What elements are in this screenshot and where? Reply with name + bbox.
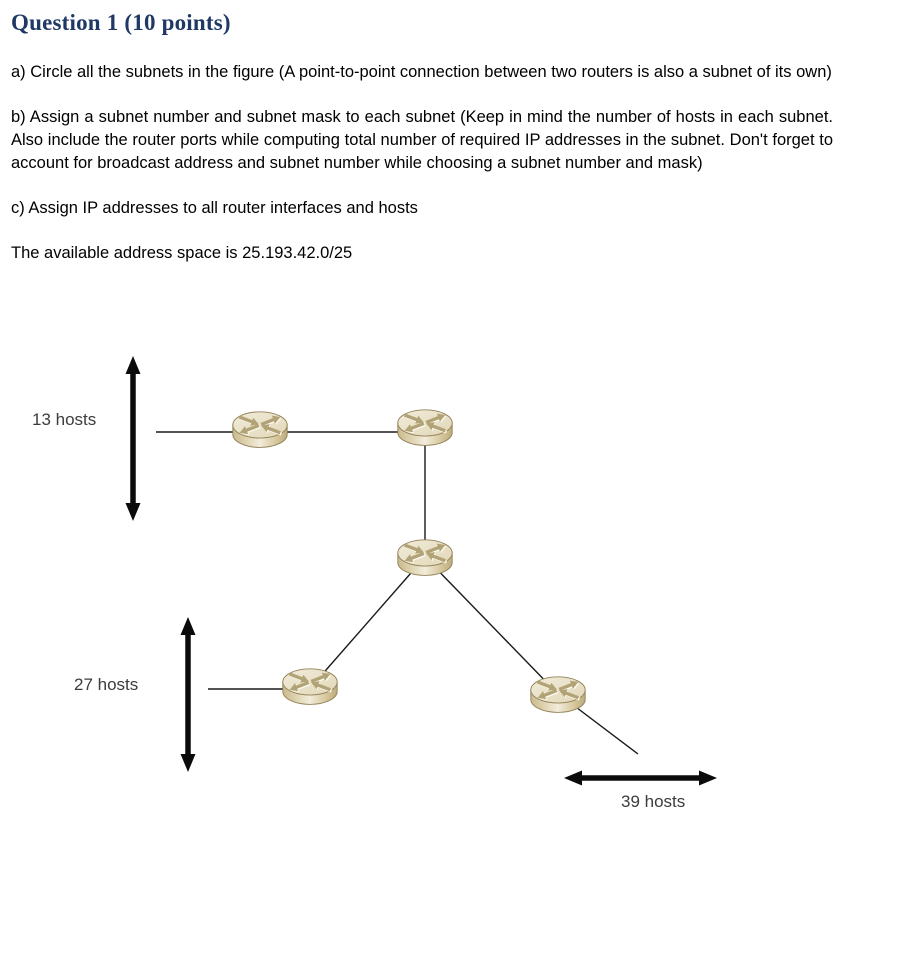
page-title-text: Question 1 (10 points) <box>11 10 231 35</box>
subnet-39-arrow <box>564 771 717 786</box>
paragraph-a: a) Circle all the subnets in the figure (A point-to-point connection between two routers is also a subnet of its own) <box>11 63 832 81</box>
subnet-27-label: 27 hosts <box>74 675 139 694</box>
page-title <box>11 10 833 36</box>
router-icon-2 <box>398 410 452 446</box>
subnet-27-arrow <box>181 617 196 772</box>
link-router3-to-router5 <box>425 557 556 692</box>
routers <box>233 410 585 713</box>
subnet-39-label: 39 hosts <box>621 792 686 811</box>
address-space-line: The available address space is 25.193.42.0/25 <box>11 244 353 262</box>
router-icon-3 <box>398 540 452 576</box>
subnet-range-arrows <box>126 356 718 786</box>
paragraph-c: c) Assign IP addresses to all router interfaces and hosts <box>11 199 418 217</box>
link-router5-to-lan39 <box>556 692 638 754</box>
router-icon-4 <box>283 669 337 705</box>
router-icon-5 <box>531 677 585 713</box>
network-diagram-canvas <box>0 348 914 828</box>
paragraph-b: b) Assign a subnet number and subnet mask to each subnet (Keep in mind the number of hosts in each subnet. Also include the router ports while computing total number of required IP addresses in the subnet. Don't forget to account for broadcast address and subnet number while choosing a subnet number and mask) <box>11 108 833 172</box>
question-document <box>11 10 833 287</box>
subnet-13-label: 13 hosts <box>32 410 97 429</box>
subnet-13-arrow <box>126 356 141 521</box>
link-router3-to-router4 <box>312 557 425 686</box>
router-icon-1 <box>233 412 287 448</box>
link-lines <box>156 432 638 754</box>
